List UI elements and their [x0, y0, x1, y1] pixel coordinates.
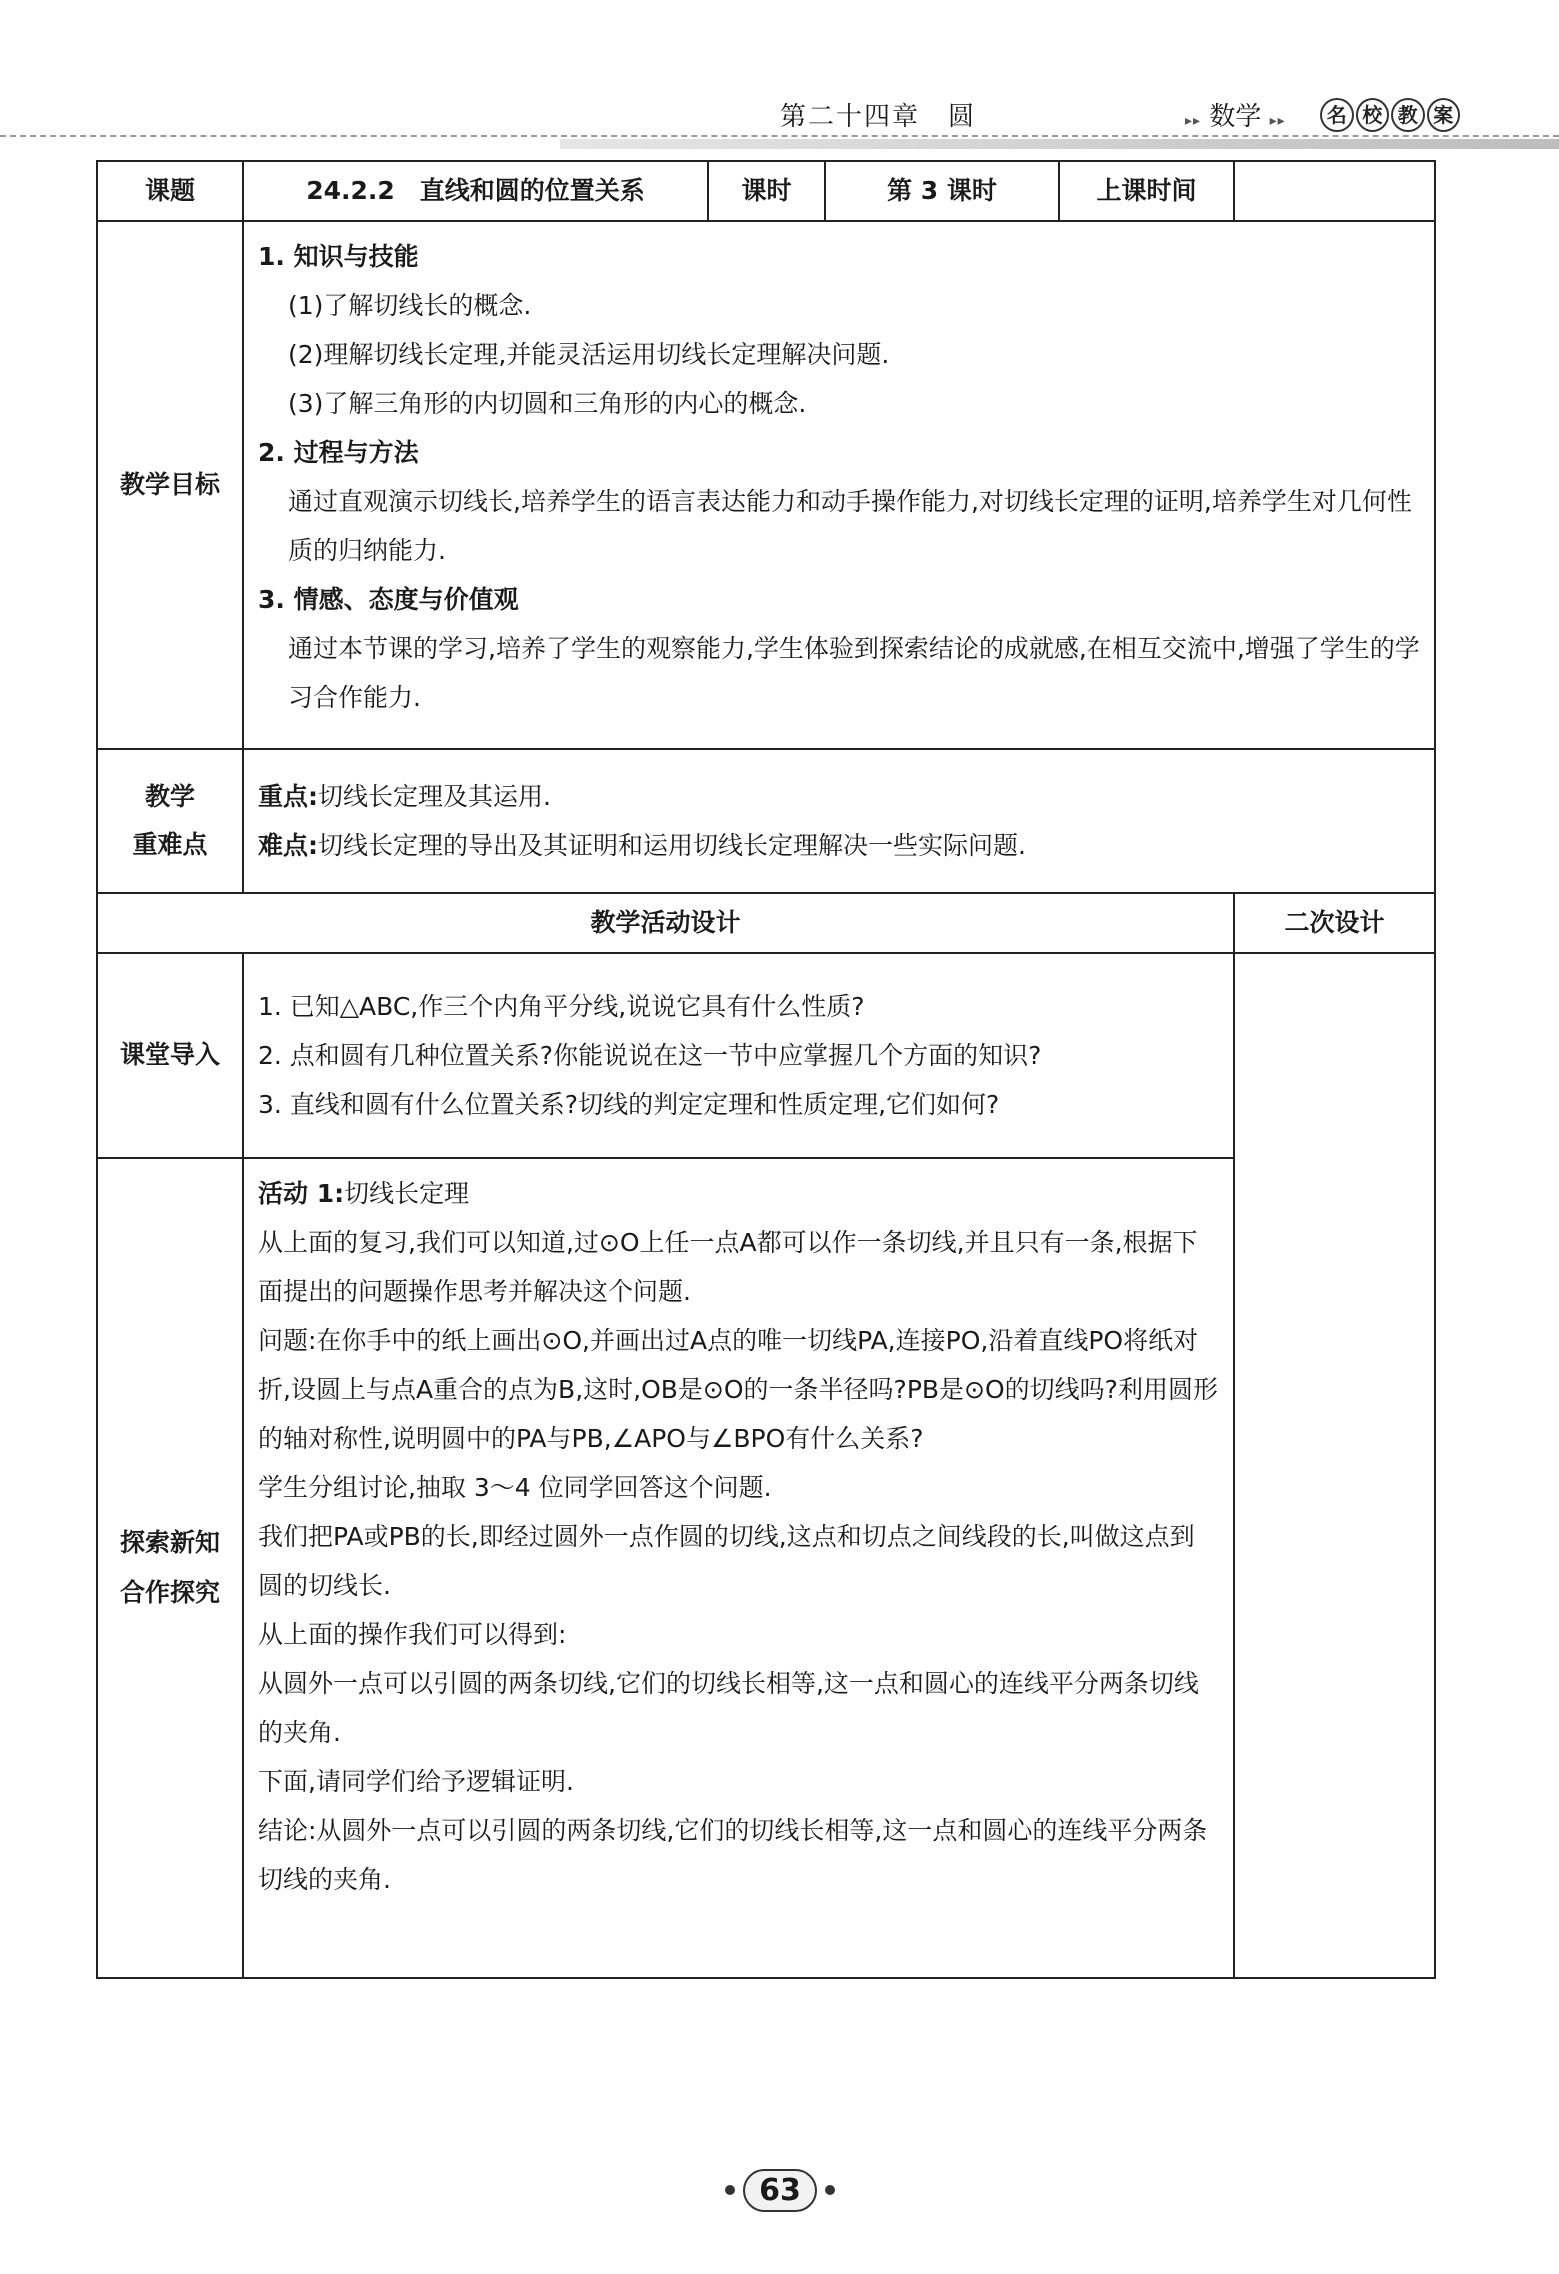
- intro-item: 3. 直线和圆有什么位置关系?切线的判定定理和性质定理,它们如何?: [258, 1090, 1000, 1119]
- brand-char: 名: [1320, 98, 1354, 132]
- explore-label: [97, 1158, 243, 1978]
- focus-line: [258, 772, 1420, 821]
- topic-row: [97, 161, 1435, 221]
- class-time-value: [1234, 161, 1435, 221]
- objective-item: (1)了解切线长的概念.: [288, 291, 532, 320]
- objectives-label: 教学目标: [97, 221, 243, 749]
- key-points-label-line: 教学: [144, 782, 195, 811]
- activity-name: 切线长定理: [344, 1179, 470, 1208]
- difficulty-text: 切线长定理的导出及其证明和运用切线长定理解决一些实际问题.: [318, 831, 1026, 860]
- explore-content: [243, 1158, 1234, 1978]
- objectives-content: [243, 221, 1435, 749]
- intro-label: 课堂导入: [97, 953, 243, 1158]
- focus-text: 切线长定理及其运用.: [318, 782, 551, 811]
- explore-paragraph: 学生分组讨论,抽取 3～4 位同学回答这个问题.: [258, 1473, 772, 1502]
- second-design-header: 二次设计: [1234, 893, 1435, 953]
- intro-content: [243, 953, 1234, 1158]
- key-points-label: [97, 749, 243, 893]
- intro-item: 1. 已知△ABC,作三个内角平分线,说说它具有什么性质?: [258, 992, 865, 1021]
- key-points-row: [97, 749, 1435, 893]
- class-time-label: 上课时间: [1059, 161, 1234, 221]
- subject-label: [1185, 96, 1286, 133]
- header-divider: [0, 135, 1559, 137]
- objectives-row: [97, 221, 1435, 749]
- objective-item: (2)理解切线长定理,并能灵活运用切线长定理解决问题.: [288, 340, 890, 369]
- activity-header: 教学活动设计: [97, 893, 1234, 953]
- key-points-content: [243, 749, 1435, 893]
- dot-icon: [825, 2185, 835, 2195]
- brand-char: 案: [1427, 98, 1461, 132]
- intro-item: 2. 点和圆有几种位置关系?你能说说在这一节中应掌握几个方面的知识?: [258, 1041, 1042, 1070]
- difficulty-label: 难点:: [258, 831, 318, 860]
- explore-label-line: 合作探究: [119, 1578, 220, 1607]
- topic-value: 24.2.2 直线和圆的位置关系: [243, 161, 708, 221]
- objective-item: (3)了解三角形的内切圆和三角形的内心的概念.: [288, 389, 807, 418]
- lesson-plan-table: [96, 160, 1436, 1979]
- subject-text: 数学: [1209, 102, 1262, 132]
- brand-logo: [1320, 95, 1460, 135]
- explore-label-line: 探索新知: [119, 1528, 220, 1557]
- objective-section-title: 1. 知识与技能: [258, 242, 419, 271]
- topic-label: 课题: [97, 161, 243, 221]
- chapter-title: 第二十四章 圆: [780, 102, 977, 132]
- focus-label: 重点:: [258, 782, 318, 811]
- activity-header-row: [97, 893, 1435, 953]
- objective-section-title: 2. 过程与方法: [258, 438, 419, 467]
- explore-paragraph: 从上面的复习,我们可以知道,过⊙O上任一点A都可以作一条切线,并且只有一条,根据下面提出的问题操作思考并解决这个问题.: [258, 1228, 1198, 1306]
- period-value: 第 3 课时: [825, 161, 1059, 221]
- explore-paragraph: 结论:从圆外一点可以引圆的两条切线,它们的切线长相等,这一点和圆心的连线平分两条切线的夹角.: [258, 1816, 1208, 1894]
- difficulty-line: [258, 821, 1420, 870]
- explore-paragraph: 下面,请同学们给予逻辑证明.: [258, 1767, 574, 1796]
- explore-paragraph: 问题:在你手中的纸上画出⊙O,并画出过A点的唯一切线PA,连接PO,沿着直线PO将纸对折,设圆上与点A重合的点为B,这时,OB是⊙O的一条半径吗?PB是⊙O的切线吗?利用圆形的轴对称性,说明圆中的PA与PB,∠APO与∠BPO有什么关系?: [258, 1326, 1218, 1453]
- page-number-text: 63: [743, 2169, 817, 2212]
- activity-title-line: [258, 1169, 1219, 1218]
- activity-title: 活动 1:: [258, 1179, 345, 1208]
- period-label: 课时: [708, 161, 825, 221]
- brand-char: 校: [1356, 98, 1390, 132]
- arrow-icon: ▸▸: [1185, 113, 1202, 129]
- brand-char: 教: [1391, 98, 1425, 132]
- second-design-column: [1234, 953, 1435, 1978]
- arrow-icon: ▸▸: [1269, 113, 1286, 129]
- objective-text: 通过直观演示切线长,培养学生的语言表达能力和动手操作能力,对切线长定理的证明,培养学生对几何性质的归纳能力.: [288, 487, 1412, 565]
- explore-paragraph: 我们把PA或PB的长,即经过圆外一点作圆的切线,这点和切点之间线段的长,叫做这点到圆的切线长.: [258, 1522, 1195, 1600]
- explore-paragraph: 从上面的操作我们可以得到:: [258, 1620, 567, 1649]
- objective-section-title: 3. 情感、态度与价值观: [258, 585, 519, 614]
- objective-text: 通过本节课的学习,培养了学生的观察能力,学生体验到探索结论的成就感,在相互交流中,增强了学生的学习合作能力.: [288, 634, 1420, 712]
- explore-paragraph: 从圆外一点可以引圆的两条切线,它们的切线长相等,这一点和圆心的连线平分两条切线的夹角.: [258, 1669, 1199, 1747]
- intro-row: [97, 953, 1435, 1158]
- page-number: [715, 2160, 845, 2220]
- key-points-label-line: 重难点: [132, 830, 208, 859]
- dot-icon: [725, 2185, 735, 2195]
- header-bar: [560, 139, 1559, 149]
